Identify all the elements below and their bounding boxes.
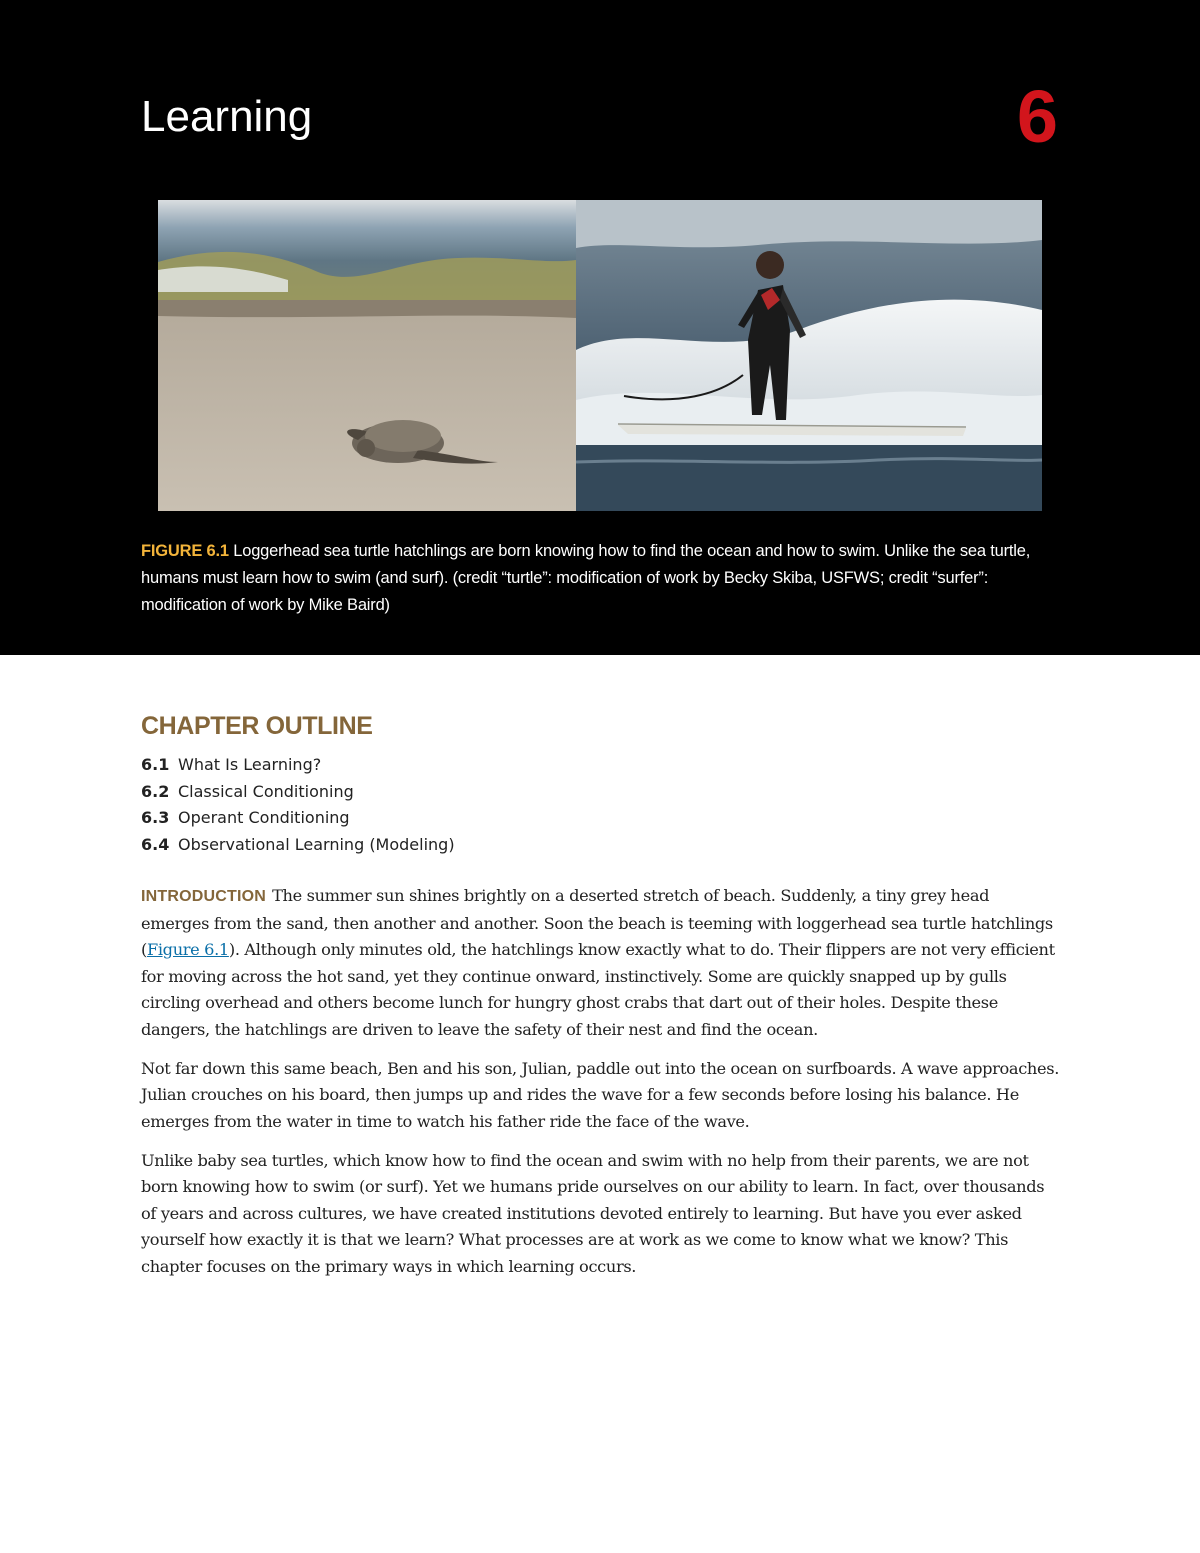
- outline-item-title: Classical Conditioning: [178, 781, 354, 801]
- figure-caption-text: Loggerhead sea turtle hatchlings are born knowing how to find the ocean and how to swim. Unlike the sea turtle, humans must learn how to swim (and surf). (credit “turtle”: modification of work by Becky Skiba, USFWS; credit “surfer”: modification of work by Mike Baird): [141, 542, 1031, 614]
- figure-photo: [158, 200, 1042, 511]
- figure-6-1-link[interactable]: Figure 6.1: [146, 940, 229, 959]
- outline-item[interactable]: [141, 779, 455, 806]
- outline-item[interactable]: [141, 752, 455, 779]
- introduction-paragraph-2: Not far down this same beach, Ben and his son, Julian, paddle out into the ocean on surfboards. A wave approaches. Julian crouches on his board, then jumps up and rides the wave for a few seconds before losing his balance. He emerges from the water in time to watch his father ride the face of the wave.: [141, 1058, 1059, 1131]
- introduction-body: [141, 883, 1059, 1293]
- outline-item-number: 6.3: [141, 808, 170, 827]
- chapter-outline-heading: CHAPTER OUTLINE: [141, 712, 373, 740]
- introduction-paragraph-3: Unlike baby sea turtles, which know how to find the ocean and swim with no help from their parents, we are not born knowing how to swim (or surf). Yet we humans pride ourselves on our ability to learn. In fact, over thousands of years and across cultures, we have created institutions devoted entirely to learning. But have you ever asked yourself how exactly it is that we learn? What processes are at work as we come to know what we know? This chapter focuses on the primary ways in which learning occurs.: [141, 1150, 1045, 1276]
- outline-item-number: 6.4: [141, 834, 170, 854]
- paragraph-text: ). Although only minutes old, the hatchlings know exactly what to do. Their flippers are not very efficient for moving across the hot sand, yet they continue onward, instinctively. Some are quickly snapped up by gulls circling overhead and others become lunch for hungry ghost crabs that dart out of their holes. Despite these dangers, the hatchlings are driven to leave the safety of their nest and find the ocean.: [141, 940, 1055, 1039]
- outline-item-title: Operant Conditioning: [178, 808, 350, 827]
- outline-item-title: Observational Learning (Modeling): [178, 834, 455, 854]
- outline-item[interactable]: [141, 805, 455, 832]
- outline-item-number: 6.1: [141, 755, 170, 774]
- chapter-number: 6: [1016, 75, 1058, 158]
- figure-caption: [141, 538, 1056, 619]
- chapter-banner: [0, 0, 1200, 655]
- outline-item-number: 6.2: [141, 781, 170, 801]
- introduction-paragraph-1: [141, 883, 1059, 1043]
- outline-item[interactable]: [141, 832, 455, 859]
- chapter-title: Learning: [141, 92, 313, 141]
- figure-label: FIGURE 6.1: [141, 542, 229, 560]
- paragraph-text: The summer sun shines brightly on a deserted stretch of beach. Suddenly, a tiny grey head emerges from the sand, then another and another. Soon the beach is teeming with loggerhead sea turtle hatchlings (: [141, 886, 1053, 959]
- chapter-outline-list: [141, 752, 455, 858]
- introduction-label: INTRODUCTION: [141, 888, 267, 905]
- outline-item-title: What Is Learning?: [178, 755, 322, 774]
